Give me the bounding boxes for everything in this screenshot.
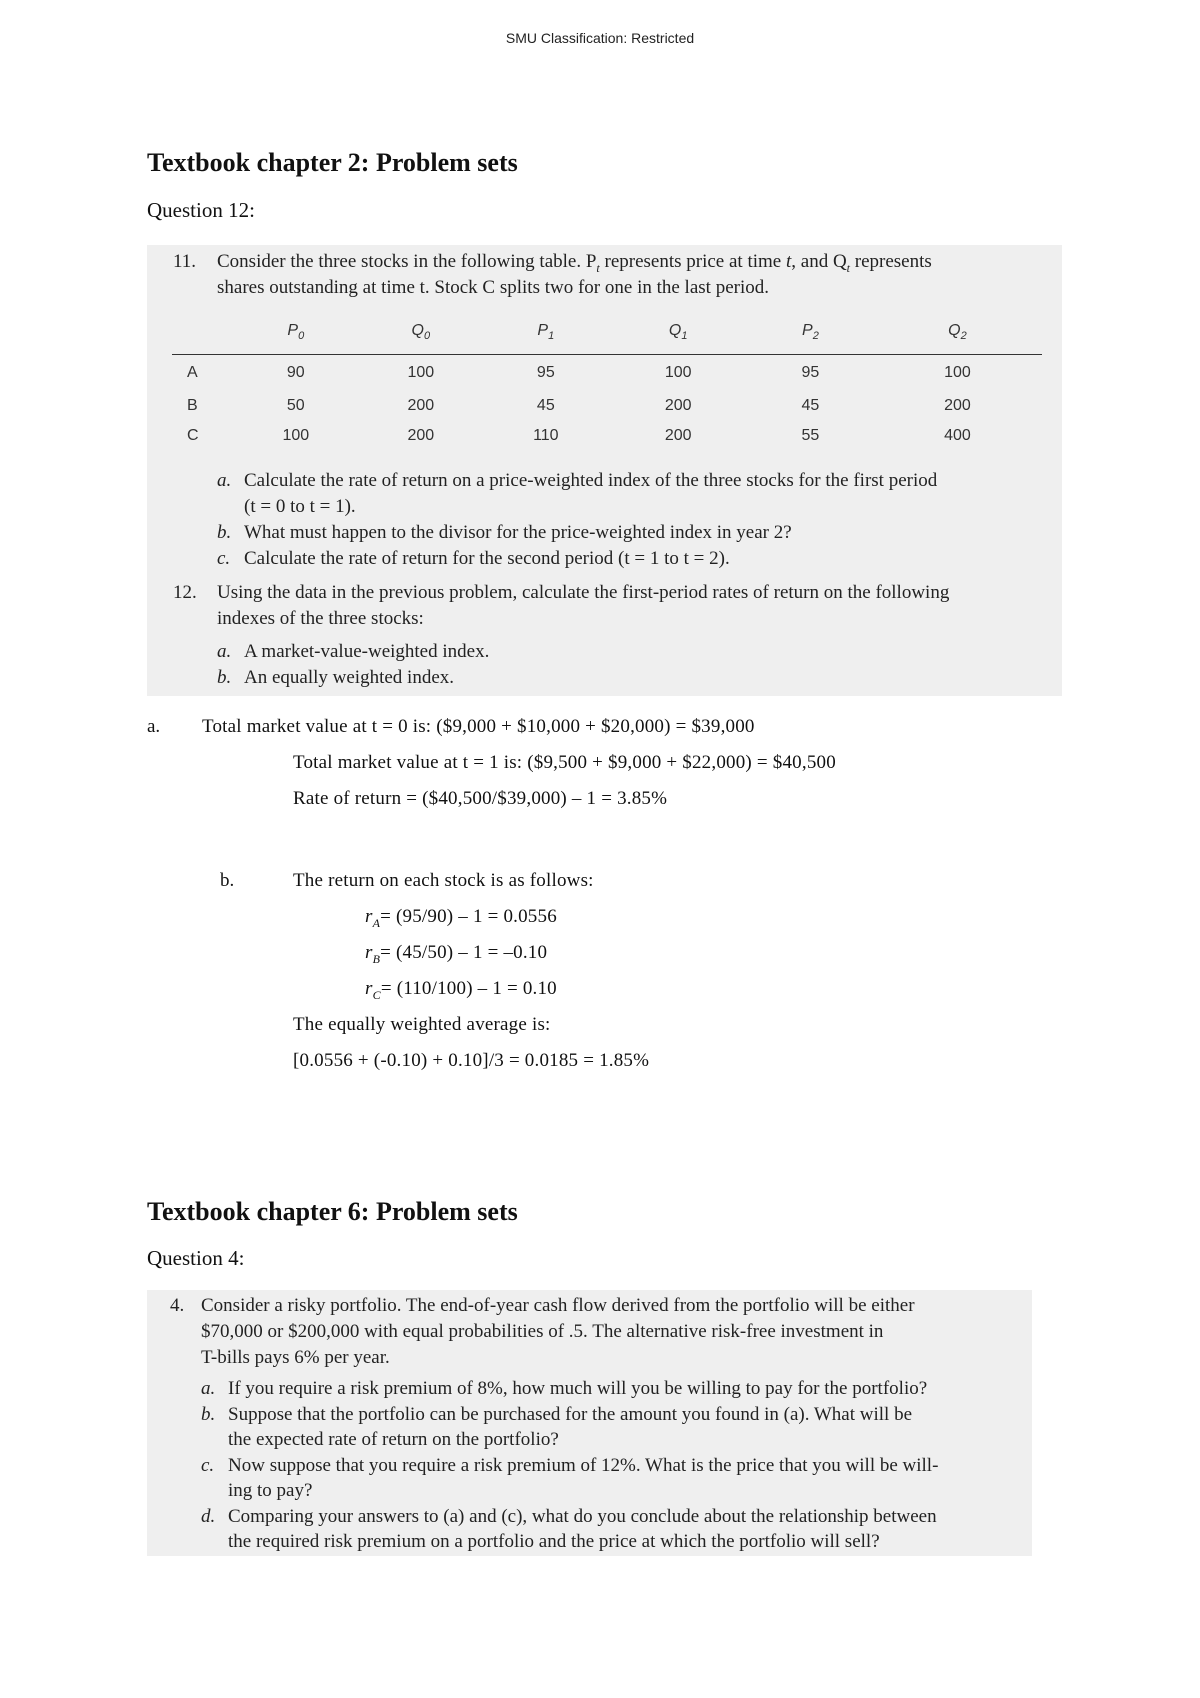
problem12-part-a-text: A market-value-weighted index. bbox=[244, 641, 490, 662]
table-cell: 95 bbox=[536, 364, 555, 381]
solution-b-line6: [0.0556 + (-0.10) + 0.10]/3 = 0.0185 = 1.85% bbox=[293, 1050, 650, 1071]
problem11-part-c-letter: c. bbox=[217, 548, 231, 569]
table-row bbox=[172, 391, 1042, 421]
problem11-part-b-letter: b. bbox=[217, 522, 232, 543]
problem11-line2: shares outstanding at time t. Stock C splits two for one in the last period. bbox=[217, 277, 769, 298]
problem11-line1: Consider the three stocks in the following table. $P_t$ represents price at time t, and $Q_t$ represents bbox=[217, 251, 932, 275]
problem4-number: 4. bbox=[170, 1295, 185, 1316]
table-header-q2: $Q_2$ bbox=[873, 314, 1042, 355]
problem11-part-b-line1: What must happen to the divisor for the price-weighted index in year 2? bbox=[244, 522, 792, 543]
problem4-part-d-letter: d. bbox=[201, 1506, 216, 1527]
row-label: B bbox=[187, 397, 198, 414]
solution-a-line2: Total market value at t = 1 is: ($9,500 + $9,000 + $22,000) = $40,500 bbox=[293, 752, 836, 773]
problem11-part-a-line1: Calculate the rate of return on a price-weighted index of the three stocks for the first period bbox=[244, 470, 938, 491]
problem4-part-d-line1: Comparing your answers to (a) and (c), what do you conclude about the relationship between bbox=[228, 1506, 937, 1527]
solution-a-label: a. bbox=[147, 716, 161, 737]
classification-header: SMU Classification: Restricted bbox=[505, 30, 695, 46]
table-cell: 110 bbox=[533, 427, 559, 444]
problem4-line3: T-bills pays 6% per year. bbox=[201, 1347, 390, 1368]
solution-b-label: b. bbox=[220, 870, 235, 891]
table-cell: 95 bbox=[801, 364, 820, 381]
row-label: C bbox=[187, 427, 199, 444]
table-cell: 45 bbox=[801, 397, 820, 414]
problem4-part-c-letter: c. bbox=[201, 1455, 215, 1476]
table-cell: 200 bbox=[664, 427, 692, 444]
problem12-line2: indexes of the three stocks: bbox=[217, 608, 424, 629]
table-cell: 55 bbox=[801, 427, 820, 444]
problem11-number: 11. bbox=[173, 251, 197, 272]
problem4-line1: Consider a risky portfolio. The end-of-year cash flow derived from the portfolio will be either bbox=[201, 1295, 915, 1316]
table-cell: 200 bbox=[407, 427, 435, 444]
problem4-part-a-line1: If you require a risk premium of 8%, how much will you be willing to pay for the portfolio? bbox=[228, 1378, 928, 1399]
table-cell: 100 bbox=[664, 364, 692, 381]
problem4-part-b-letter: b. bbox=[201, 1404, 216, 1425]
table-cell: 100 bbox=[282, 427, 310, 444]
table-row bbox=[172, 421, 1042, 451]
problem4-part-c-line2: ing to pay? bbox=[228, 1480, 313, 1501]
problem-box-1 bbox=[147, 245, 1062, 696]
solution-rC: $r_C= (110/100) - 1 = 0.10$ bbox=[365, 978, 557, 1002]
problem4-part-d-line2: the required risk premium on a portfolio and the price at which the portfolio will sell? bbox=[228, 1531, 880, 1552]
solution-b-line1: The return on each stock is as follows: bbox=[293, 870, 594, 891]
table-cell: 100 bbox=[407, 364, 435, 381]
problem11-part-a-line2: (t = 0 to t = 1). bbox=[244, 496, 356, 517]
problem12-line1: Using the data in the previous problem, calculate the first-period rates of return on the following bbox=[217, 582, 950, 603]
problem4-part-b-line1: Suppose that the portfolio can be purchased for the amount you found in (a). What will be bbox=[228, 1404, 912, 1425]
problem11-part-a-letter: a. bbox=[217, 470, 232, 491]
table-cell: 200 bbox=[944, 397, 971, 414]
problem12-part-b-text: An equally weighted index. bbox=[244, 667, 455, 688]
stock-table bbox=[172, 314, 1042, 451]
problem12-number: 12. bbox=[173, 582, 197, 603]
table-row bbox=[172, 355, 1042, 392]
table-cell: 50 bbox=[286, 397, 305, 414]
row-label: A bbox=[187, 364, 198, 381]
table-cell: 100 bbox=[944, 364, 971, 381]
solution-rA: $r_A= (95/90) - 1 = 0.0556$ bbox=[365, 906, 557, 930]
table-header-q0: $Q_0$ bbox=[358, 314, 483, 355]
table-header-p1: $P_1$ bbox=[483, 314, 608, 355]
table-cell: 45 bbox=[536, 397, 555, 414]
table-cell: 200 bbox=[664, 397, 692, 414]
table-header-p0: $P_0$ bbox=[233, 314, 358, 355]
table-cell: 400 bbox=[944, 427, 971, 444]
table-header-blank bbox=[172, 314, 233, 355]
problem12-part-b-letter: b. bbox=[217, 667, 232, 688]
solution-a-line3: Rate of return = ($40,500/$39,000) – 1 = 3.85% bbox=[293, 788, 668, 809]
solution-rB: $r_B= (45/50) - 1 = -0.10$ bbox=[365, 942, 548, 966]
section2-title: Textbook chapter 6: Problem sets bbox=[147, 1197, 518, 1226]
problem11-part-c-line1: Calculate the rate of return for the second period (t = 1 to t = 2). bbox=[244, 548, 730, 569]
table-cell: 200 bbox=[407, 397, 435, 414]
table-header-q1: $Q_1$ bbox=[608, 314, 748, 355]
solution-a-line1: Total market value at t = 0 is: ($9,000 + $10,000 + $20,000) = $39,000 bbox=[202, 716, 755, 737]
table-header-p2: $P_2$ bbox=[748, 314, 873, 355]
section1-question: Question 12: bbox=[147, 198, 255, 222]
solution-b-line5: The equally weighted average is: bbox=[293, 1014, 551, 1035]
table-cell: 90 bbox=[286, 364, 305, 381]
section2-question: Question 4: bbox=[147, 1246, 245, 1270]
problem-box-2 bbox=[147, 1290, 1032, 1556]
problem4-part-c-line1: Now suppose that you require a risk premium of 12%. What is the price that you will be will- bbox=[228, 1455, 939, 1476]
section1-title: Textbook chapter 2: Problem sets bbox=[147, 148, 518, 177]
problem12-part-a-letter: a. bbox=[217, 641, 232, 662]
problem4-part-b-line2: the expected rate of return on the portfolio? bbox=[228, 1429, 559, 1450]
problem4-part-a-letter: a. bbox=[201, 1378, 216, 1399]
problem4-line2: $70,000 or $200,000 with equal probabilities of .5. The alternative risk-free investment in bbox=[201, 1321, 884, 1342]
